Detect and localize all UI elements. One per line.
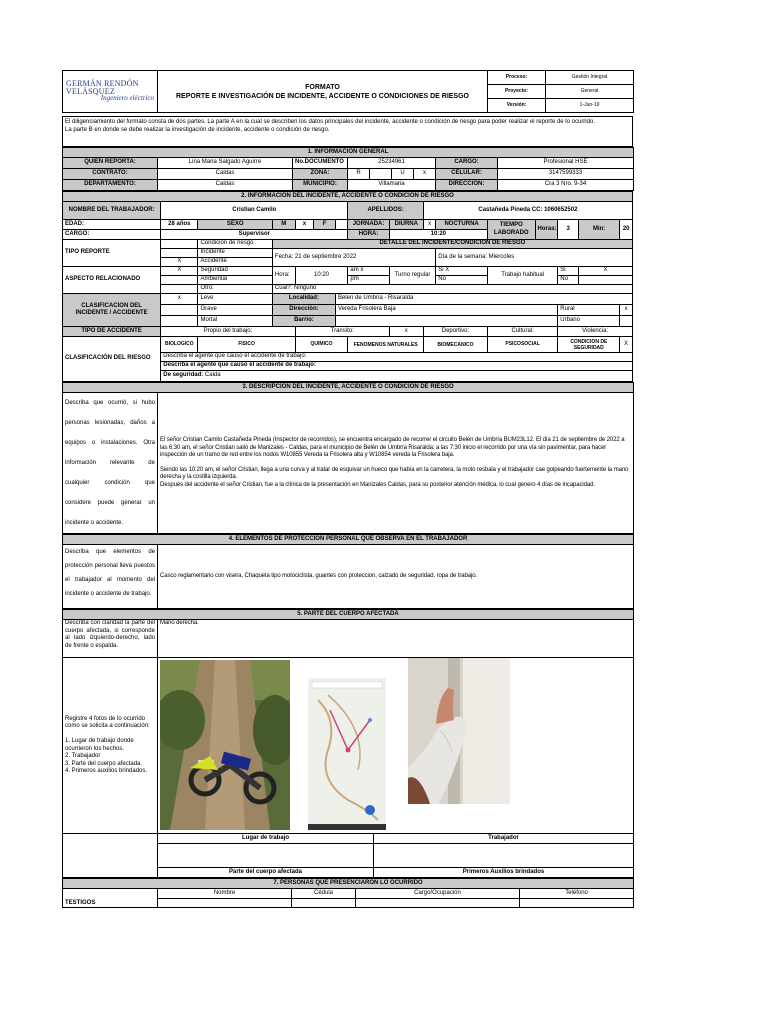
photo-injured-hand [408, 658, 510, 804]
meta-value-proyecto: General [546, 85, 634, 99]
col-nombre: Nombre [158, 889, 292, 899]
section-incident-info [62, 191, 633, 382]
accidente-mark: X [161, 258, 198, 267]
description-paragraph-2: Siendo las 10:20 am, el señor Cristian, llega a una curva y al tratar de esquivar un hueco que había en la carretera, la moto resbala y el trabajador cae golpeando fuertemente la mano derecha y la costilla izquierda. [160, 466, 629, 480]
agente-prompt-2: Describa el agente que causo el accidente de trabajo: [161, 362, 633, 371]
clasificacion-label: CLASIFICACION DEL INCIDENTE / ACCIDENTE [63, 294, 161, 327]
riesgo-quimico: QUIMICO [295, 337, 348, 353]
dia-semana-value: Día de la semana: Miercoles [436, 249, 633, 267]
testigos-label: TESTIGOS [63, 889, 158, 908]
ppe-prompt: Describa que elementos de protección personal lleva puestos el trabajador al momento del incidente o accidente de trabajo. [63, 545, 158, 609]
cargo-value: Profesional HSE [498, 158, 634, 169]
am-mark: am x [348, 267, 389, 276]
direccion-value: Cra 3 Nro. 9-34 [498, 180, 634, 191]
hora-2-value: 10:20 [295, 267, 348, 285]
accidente-option: Accidente [198, 258, 272, 267]
contrato-label: CONTRATO: [63, 169, 158, 180]
body-part-text: Mano derecha. [158, 620, 634, 658]
riesgo-condicion-seguridad: CONDICION DE SEGURIDAD [558, 337, 620, 353]
photos-area [158, 658, 634, 834]
witness-telefono [520, 899, 634, 908]
riesgo-naturales: FENOMENOS NATURALES [348, 337, 423, 353]
sexo-label: SEXO [198, 220, 272, 230]
horas-value: 3 [558, 220, 579, 240]
body-part-prompt: Describa con claridad la parte del cuerpo afectada, si corresponde al lado izquierdo-derecho, lado de frente o espalda. [63, 620, 158, 658]
zona-r: R [348, 169, 370, 180]
incidente-option: Incidente [198, 249, 272, 258]
intro-text: El diligenciamiento del formato consta de dos partes. La parte A en la cual se describen los datos principales del incidente, accidente o condición de riesgo para poder realizar el reporte de lo ocurrido. La parte B en donde se debe realizar la investigación de incidente, accidente o condición de riesgo. [63, 117, 633, 147]
barrio-value [335, 316, 557, 327]
section-1-title: 1. INFORMACIÓN GENERAL [63, 148, 634, 158]
cargo-trabajador-value: Supervisor [161, 230, 348, 240]
section-general-info [62, 147, 634, 191]
leve-mark: x [161, 294, 198, 305]
trabajo-habitual-label: Trabajo habitual [487, 267, 557, 285]
turno-value: Turno regular [389, 267, 436, 285]
nombre-trabajador-label: NOMBRE DEL TRABAJADOR: [63, 202, 161, 220]
mortal-option: Mortal [198, 316, 272, 327]
rural-mark: x [620, 305, 633, 316]
section-description [62, 382, 634, 534]
section-7-title: 7. PERSONAS QUE PRESENCIARON LO OCURRIDO [63, 879, 634, 889]
nodoc-label: No.DOCUMENTO [293, 158, 348, 169]
edad-value: 28 años [161, 220, 198, 230]
rural-option: Rural [558, 305, 620, 316]
propio-option: Propio del trabajo: [161, 327, 295, 337]
grave-mark [161, 305, 198, 316]
deportivo-option: Deportivo: [423, 327, 487, 337]
section-4-title: 4. ELEMENTOS DE PROTECCIÓN PERSONAL QUE OBSERVA EN EL TRABAJADOR [63, 535, 634, 545]
min-label: Min: [578, 220, 619, 240]
apellidos-value: Castañeda Pineda CC: 1060652502 [423, 202, 632, 220]
riesgo-biologico: BIOLOGICO [161, 337, 198, 353]
seguridad-option: Seguridad [198, 267, 272, 276]
riesgo-biomecanico: BIOMECANICO [423, 337, 487, 353]
incidente-mark [161, 249, 198, 258]
caption-trabajador: Trabajador [374, 834, 634, 844]
localidad-value: Belen de Umbria - Risaralda [335, 294, 632, 305]
caption-lugar: Lugar de trabajo [158, 834, 374, 844]
section-ppe [62, 534, 634, 609]
celular-value: 3147599333 [498, 169, 634, 180]
caption-auxilios: Primeros Auxilios brindados [374, 868, 634, 878]
mortal-mark [161, 316, 198, 327]
cual-value: Cual?: Ninguno [272, 285, 632, 294]
apellidos-label: APELLIDOS: [348, 202, 423, 220]
ambiental-mark [161, 276, 198, 285]
section-3-title: 3. DESCRIPCIÓN DEL INCIDENTE, ACCIDENTE O CONDICIÓN DE RIESGO [63, 383, 634, 393]
photos-prompt: Registre 4 fotos de lo ocurrido como se solicita a continuación: 1. Lugar de trabajo donde ocurrieron los hechos. 2. Trabajador 3. Parte del cuerpo afectada. 4. Primeros auxilios brindados. [63, 658, 158, 834]
riesgo-fisico: FISICO [198, 337, 295, 353]
form-title-line2: REPORTE E INVESTIGACIÓN DE INCIDENTE, ACCIDENTE O CONDICIONES DE RIESGO [176, 92, 469, 100]
photo-map-route [308, 660, 386, 830]
celular-label: CELULAR: [436, 169, 498, 180]
si-mark: Si X [436, 267, 488, 276]
ppe-text: Casco reglamentario con visera, Chaqueta tipo motociclista, guantes con proteccion, calzado de seguridad, ropa de trabajo. [158, 545, 634, 609]
zona-u-mark: x [414, 169, 436, 180]
departamento-label: DEPARTAMENTO: [63, 180, 158, 191]
si2-option: Si [558, 267, 579, 276]
section-body-part [62, 609, 634, 878]
grave-option: Grave [198, 305, 272, 316]
leve-option: Leve [198, 294, 272, 305]
municipio-label: MUNICIPIO: [293, 180, 348, 191]
caption-parte: Parte del cuerpo afectada [158, 868, 374, 878]
direccion-label: DIRECCIÓN: [436, 180, 498, 191]
photo-motorcycle-accident [160, 660, 290, 830]
sexo-f-label: F [314, 220, 336, 230]
description-prompt: Describa que ocurrió, si hubo personas lesionadas, daños a equipos o instalaciones. Otra información relevante de cualquier condición que considere puede generar un incidente o accidente. [63, 393, 158, 534]
min-value: 20 [620, 220, 633, 240]
meta-value-version: 1-Jun-19 [546, 99, 634, 113]
transito-mark: x [389, 327, 423, 337]
no2-option: No [558, 276, 579, 285]
section-witnesses [62, 878, 634, 908]
photos-caption-spacer [63, 834, 158, 878]
form-title [158, 71, 488, 113]
zona-label: ZONA: [293, 169, 348, 180]
col-cargo: Cargo/Ocupación [356, 889, 520, 899]
agente-value [161, 371, 633, 382]
hora-2-label: Hora: [272, 267, 295, 285]
logo-name: GERMÁN RENDÓN VELÁSQUEZ [66, 79, 139, 96]
departamento-value: Caldas [158, 180, 293, 191]
description-paragraph-3: Después del accidente el señor Cristian, fue a la clínica de la presentación en Manizales Caldas, para su posterior atención médica, lo cual genero 4 días de incapacidad. [160, 481, 595, 488]
section-2-title: 2. INFORMACIÓN DEL INCIDENTE, ACCIDENTE O CONDICION DE RIESGO [63, 192, 633, 202]
intro-block [62, 116, 633, 147]
form-title-line1: FORMATO [305, 83, 340, 91]
contrato-value: Caldas [158, 169, 293, 180]
cargo-label: CARGO: [436, 158, 498, 169]
meta-value-proceso: Gestión Integral [546, 71, 634, 85]
de-seguridad-label: De seguridad: [163, 372, 204, 379]
zona-u: U [392, 169, 414, 180]
si2-mark: X [578, 267, 632, 276]
meta-label-proyecto: Proyecto: [488, 85, 546, 99]
otro-option: Otro: [198, 285, 272, 294]
witness-cargo [356, 899, 520, 908]
tipo-accidente-label: TIPO DE ACCIDENTE [63, 327, 161, 337]
col-telefono: Teléfono [520, 889, 634, 899]
aspecto-label: ASPECTO RELACIONADO [63, 267, 161, 294]
clasificacion-riesgo-label: CLASIFICACIÓN DEL RIESGO [63, 337, 161, 382]
meta-label-version: Versión: [488, 99, 546, 113]
riesgo-condicion-mark: X [620, 337, 633, 353]
tiempo-laborado-label: TIEMPO LABORADO [487, 220, 535, 240]
edad-label: EDAD: [63, 220, 161, 230]
sexo-m-label: M [272, 220, 295, 230]
fecha-value: Fecha: 21 de septiembre 2022 [272, 249, 435, 267]
hora-label: HORA: [348, 230, 389, 240]
cargo-trabajador-label: CARGO: [63, 230, 161, 240]
cultural-option: Cultural: [487, 327, 557, 337]
barrio-label: Barrio: [272, 316, 335, 327]
quien-reporta-label: QUIEN REPORTA: [63, 158, 158, 169]
condicion-mark [161, 240, 198, 249]
quien-reporta-value: Lina Maria Salgado Aguirre [158, 158, 293, 169]
urbano-mark [620, 316, 633, 327]
detalle-title: DETALLE DEL INCIDENTE/CONDICIÓN DE RIESGO [272, 240, 632, 249]
meta-label-proceso: Proceso: [488, 71, 546, 85]
no2-mark [578, 276, 632, 285]
agente-caida: Caida [204, 372, 221, 379]
hora-value: 10:20 [389, 230, 487, 240]
pm-mark: pm [348, 276, 389, 285]
nodoc-value: 25234961 [348, 158, 436, 169]
logo-subtitle: Ingeniero eléctrico [100, 94, 154, 103]
no-mark: No [436, 276, 488, 285]
description-text [158, 393, 634, 534]
zona-r-mark [370, 169, 392, 180]
riesgo-psicosocial: PSICOSOCIAL [487, 337, 557, 353]
urbano-option: Urbano [558, 316, 620, 327]
witness-nombre [158, 899, 292, 908]
sexo-m-mark: x [295, 220, 314, 230]
description-paragraph-1: El señor Cristian Camilo Castañeda Pineda (Inspector de recorridos), se encuentra encargado de recorrer el circuito Belén de Umbría BUM23L12. El día 21 de septiembre de 2022 a las 6:30 am, el señor Cristian salió de Manizales - Caldas, para el municipio de Belén de Umbría Risaralda; a las 7:30 inicio el recorrido por una vía sin pavimentar, para hacer inspección de un tramo de red entre los nodos W10855 Vereda la Frisolera alta y W10854 vereda la Frisolera baja. [160, 437, 625, 458]
diurna-mark: x [423, 220, 435, 230]
jornada-label: JORNADA: [348, 220, 389, 230]
sexo-f-mark [335, 220, 347, 230]
photo-slot-lugar [158, 844, 374, 868]
condicion-option: Condición de riesgo [198, 240, 272, 249]
violencia-option: Violencia: [558, 327, 633, 337]
ambiental-option: Ambiental [198, 276, 272, 285]
nombre-trabajador-value: Cristian Camilo [161, 202, 348, 220]
otro-mark [161, 285, 198, 294]
direccion-accidente-label: Dirección: [272, 305, 335, 316]
photo-slot-trabajador [374, 844, 634, 868]
horas-label: Horas: [535, 220, 558, 240]
localidad-label: Localidad: [272, 294, 335, 305]
tipo-reporte-label: TIPO REPORTE [63, 240, 161, 267]
diurna-label: DIURNA [389, 220, 423, 230]
company-logo [63, 71, 158, 113]
direccion-accidente-value: Vereda Frisolera Baja [335, 305, 557, 316]
report-form [62, 70, 633, 908]
section-5-title: 5. PARTE DEL CUERPO AFECTADA [63, 610, 634, 620]
col-cedula: Cédula [292, 889, 356, 899]
seguridad-mark: X [161, 267, 198, 276]
municipio-value: Villamaria [348, 180, 436, 191]
witness-cedula [292, 899, 356, 908]
nocturna-label: NOCTURNA [436, 220, 488, 230]
transito-option: Transito: [295, 327, 389, 337]
form-header [62, 70, 634, 113]
agente-prompt-1: Describa el agente que causo el accidente de trabajo: [161, 353, 633, 362]
